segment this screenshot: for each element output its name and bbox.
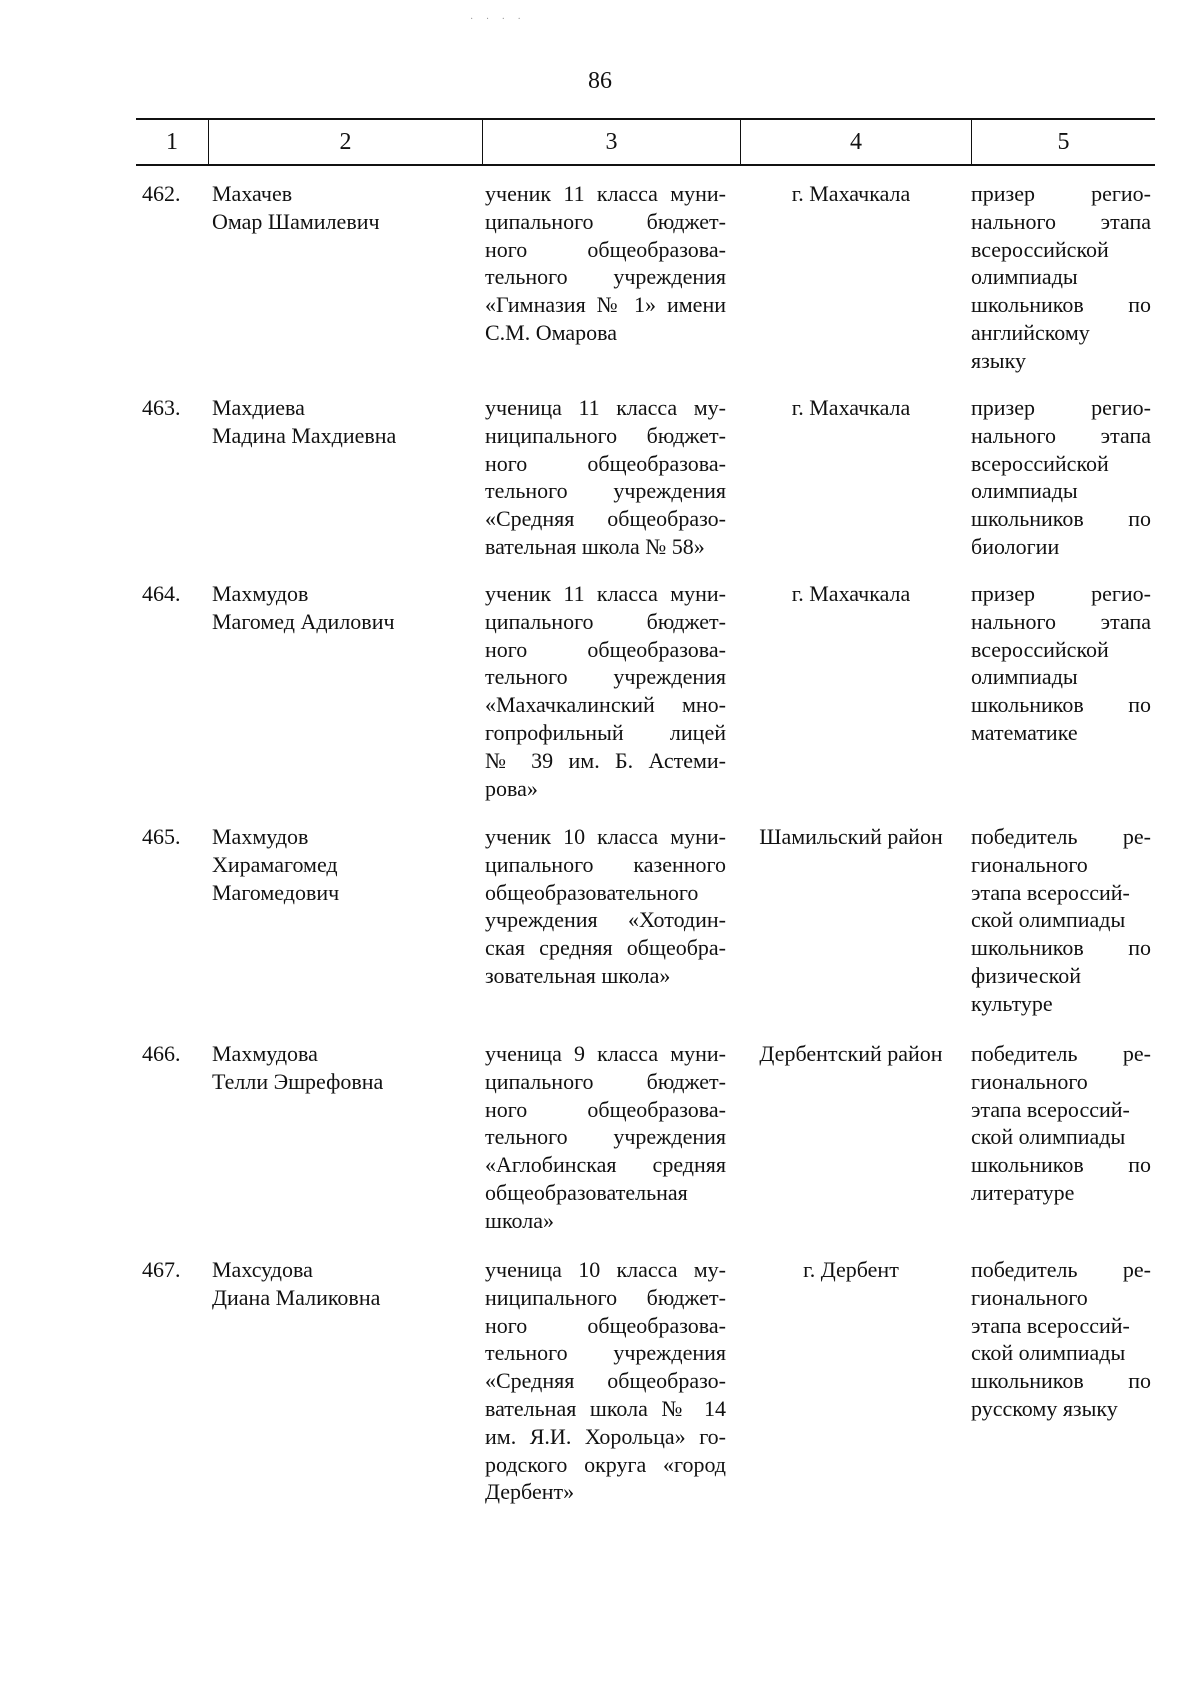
student-name-line: Омар Шамилевич bbox=[212, 208, 380, 234]
award-description-line: всероссийской bbox=[971, 450, 1109, 476]
school-description-line: общеобразовательного bbox=[485, 879, 699, 905]
school-description-line: им. Я.И. Хорольца» го- bbox=[485, 1423, 726, 1449]
student-name-line: Махдиева bbox=[212, 395, 305, 420]
award-description bbox=[971, 823, 1151, 1018]
school-description-line: ниципального бюджет- bbox=[485, 1284, 726, 1310]
student-name bbox=[212, 1040, 462, 1096]
row-number: 465. bbox=[142, 824, 181, 849]
school-description bbox=[485, 1256, 726, 1506]
school-description-line: ученица 11 класса му- bbox=[485, 395, 726, 420]
school-description-line: ципального казенного bbox=[485, 851, 726, 877]
student-name-line: Магомедович bbox=[212, 879, 340, 905]
header-col-5: 5 bbox=[971, 120, 1155, 164]
school-description-line: ученик 10 класса муни- bbox=[485, 824, 726, 849]
award-description-line: школьников по bbox=[971, 1152, 1151, 1178]
school-description bbox=[485, 180, 726, 347]
award-description-line: олимпиады bbox=[971, 478, 1078, 504]
award-description-line: школьников по bbox=[971, 292, 1151, 318]
award-description-line: олимпиады bbox=[971, 264, 1078, 290]
school-description-line: зовательная школа» bbox=[485, 962, 671, 988]
student-name-line: Махмудов bbox=[212, 824, 309, 849]
award-description bbox=[971, 180, 1151, 375]
student-name-line: Махачев bbox=[212, 181, 293, 206]
student-name bbox=[212, 1256, 462, 1312]
school-description-line: ученица 10 класса му- bbox=[485, 1257, 726, 1282]
school-description-line: ного общеобразова- bbox=[485, 450, 726, 476]
student-name bbox=[212, 394, 462, 450]
school-description-line: тельного учреждения bbox=[485, 264, 726, 290]
school-description-line: «Средняя общеобразо- bbox=[485, 506, 726, 532]
award-description-line: всероссийской bbox=[971, 636, 1109, 662]
row-number: 466. bbox=[142, 1041, 181, 1066]
school-description-line: рова» bbox=[485, 775, 538, 801]
award-description-line: гионального bbox=[971, 851, 1088, 877]
award-description-line: ской олимпиады bbox=[971, 1124, 1126, 1150]
page-number: 86 bbox=[588, 68, 612, 94]
school-description-line: вательная школа № 58» bbox=[485, 533, 705, 559]
school-description bbox=[485, 1040, 726, 1235]
award-description bbox=[971, 580, 1151, 747]
row-number: 462. bbox=[142, 181, 181, 206]
award-description-line: английскому bbox=[971, 319, 1090, 345]
student-name bbox=[212, 823, 462, 906]
award-description-line: победитель ре- bbox=[971, 1257, 1151, 1282]
location: Дербентский район bbox=[759, 1041, 943, 1066]
school-description-line: «Средняя общеобразо- bbox=[485, 1368, 726, 1394]
award-description-line: победитель ре- bbox=[971, 824, 1151, 849]
school-description-line: тельного учреждения bbox=[485, 478, 726, 504]
award-description-line: победитель ре- bbox=[971, 1041, 1151, 1066]
school-description-line: ципального бюджет- bbox=[485, 1068, 726, 1094]
location: г. Дербент bbox=[803, 1257, 899, 1282]
school-description-line: учреждения «Хотодин- bbox=[485, 907, 726, 933]
award-description-line: математике bbox=[971, 719, 1078, 745]
student-name bbox=[212, 180, 462, 236]
student-name-line: Махмудов bbox=[212, 581, 309, 606]
school-description-line: ученик 11 класса муни- bbox=[485, 581, 726, 606]
school-description-line: «Гимназия № 1» имени bbox=[485, 292, 726, 318]
school-description-line: ного общеобразова- bbox=[485, 1312, 726, 1338]
location: г. Махачкала bbox=[791, 395, 911, 420]
school-description-line: общеобразовательная bbox=[485, 1179, 688, 1205]
award-description-line: русскому языку bbox=[971, 1395, 1118, 1421]
award-description-line: всероссийской bbox=[971, 236, 1109, 262]
school-description-line: С.М. Омарова bbox=[485, 319, 618, 345]
award-description-line: литературе bbox=[971, 1179, 1075, 1205]
school-description-line: тельного учреждения bbox=[485, 1124, 726, 1150]
school-description-line: ниципального бюджет- bbox=[485, 422, 726, 448]
award-description-line: гионального bbox=[971, 1284, 1088, 1310]
student-name-line: Мадина Махдиевна bbox=[212, 422, 397, 448]
school-description-line: ученица 9 класса муни- bbox=[485, 1041, 726, 1066]
location: г. Махачкала bbox=[791, 581, 911, 606]
award-description-line: олимпиады bbox=[971, 664, 1078, 690]
school-description-line: ного общеобразова- bbox=[485, 236, 726, 262]
award-description-line: физической bbox=[971, 962, 1081, 988]
award-description-line: языку bbox=[971, 347, 1026, 373]
school-description-line: ученик 11 класса муни- bbox=[485, 181, 726, 206]
school-description-line: ного общеобразова- bbox=[485, 1096, 726, 1122]
award-description bbox=[971, 1040, 1151, 1207]
student-name bbox=[212, 580, 462, 636]
scan-specks: · · · · bbox=[470, 14, 526, 25]
school-description-line: Дербент» bbox=[485, 1479, 575, 1505]
school-description-line: «Аглобинская средняя bbox=[485, 1152, 726, 1178]
header-col-3: 3 bbox=[482, 120, 740, 164]
student-name-line: Диана Маликовна bbox=[212, 1284, 381, 1310]
award-description-line: ской олимпиады bbox=[971, 907, 1126, 933]
table-header bbox=[136, 118, 1155, 166]
location: Шамильский район bbox=[759, 824, 943, 849]
header-col-2: 2 bbox=[208, 120, 482, 164]
student-name-line: Хирамагомед bbox=[212, 851, 338, 877]
award-description-line: этапа всероссий- bbox=[971, 1312, 1130, 1338]
location: г. Махачкала bbox=[791, 181, 911, 206]
award-description-line: школьников по bbox=[971, 1368, 1151, 1394]
student-name-line: Телли Эшрефовна bbox=[212, 1068, 384, 1094]
award-description-line: школьников по bbox=[971, 935, 1151, 961]
award-description-line: призер регио- bbox=[971, 581, 1151, 606]
school-description-line: родского округа «город bbox=[485, 1451, 726, 1477]
award-description bbox=[971, 1256, 1151, 1423]
award-description-line: школьников по bbox=[971, 692, 1151, 718]
school-description-line: № 39 им. Б. Астеми- bbox=[485, 747, 726, 773]
school-description-line: тельного учреждения bbox=[485, 1340, 726, 1366]
school-description-line: гопрофильный лицей bbox=[485, 719, 726, 745]
header-col-4: 4 bbox=[740, 120, 971, 164]
award-description-line: нального этапа bbox=[971, 208, 1151, 234]
header-col-1: 1 bbox=[166, 128, 178, 155]
school-description bbox=[485, 394, 726, 561]
award-description-line: призер регио- bbox=[971, 181, 1151, 206]
award-description-line: ской олимпиады bbox=[971, 1340, 1126, 1366]
row-number: 464. bbox=[142, 581, 181, 606]
award-description-line: школьников по bbox=[971, 506, 1151, 532]
award-description-line: этапа всероссий- bbox=[971, 1096, 1130, 1122]
award-description-line: нального этапа bbox=[971, 608, 1151, 634]
award-description-line: нального этапа bbox=[971, 422, 1151, 448]
school-description-line: ципального бюджет- bbox=[485, 208, 726, 234]
student-name-line: Махсудова bbox=[212, 1257, 313, 1282]
student-name-line: Магомед Адилович bbox=[212, 608, 395, 634]
school-description-line: ская средняя общеобра- bbox=[485, 935, 726, 961]
row-number: 467. bbox=[142, 1257, 181, 1282]
student-name-line: Махмудова bbox=[212, 1041, 318, 1066]
row-number: 463. bbox=[142, 395, 181, 420]
award-description-line: призер регио- bbox=[971, 395, 1151, 420]
school-description-line: вательная школа № 14 bbox=[485, 1395, 726, 1421]
award-description-line: биологии bbox=[971, 533, 1060, 559]
award-description bbox=[971, 394, 1151, 561]
award-description-line: культуре bbox=[971, 990, 1053, 1016]
school-description-line: ного общеобразова- bbox=[485, 636, 726, 662]
school-description-line: школа» bbox=[485, 1207, 554, 1233]
school-description bbox=[485, 823, 726, 990]
school-description-line: ципального бюджет- bbox=[485, 608, 726, 634]
school-description bbox=[485, 580, 726, 802]
award-description-line: этапа всероссий- bbox=[971, 879, 1130, 905]
school-description-line: тельного учреждения bbox=[485, 664, 726, 690]
school-description-line: «Махачкалинский мно- bbox=[485, 692, 726, 718]
award-description-line: гионального bbox=[971, 1068, 1088, 1094]
